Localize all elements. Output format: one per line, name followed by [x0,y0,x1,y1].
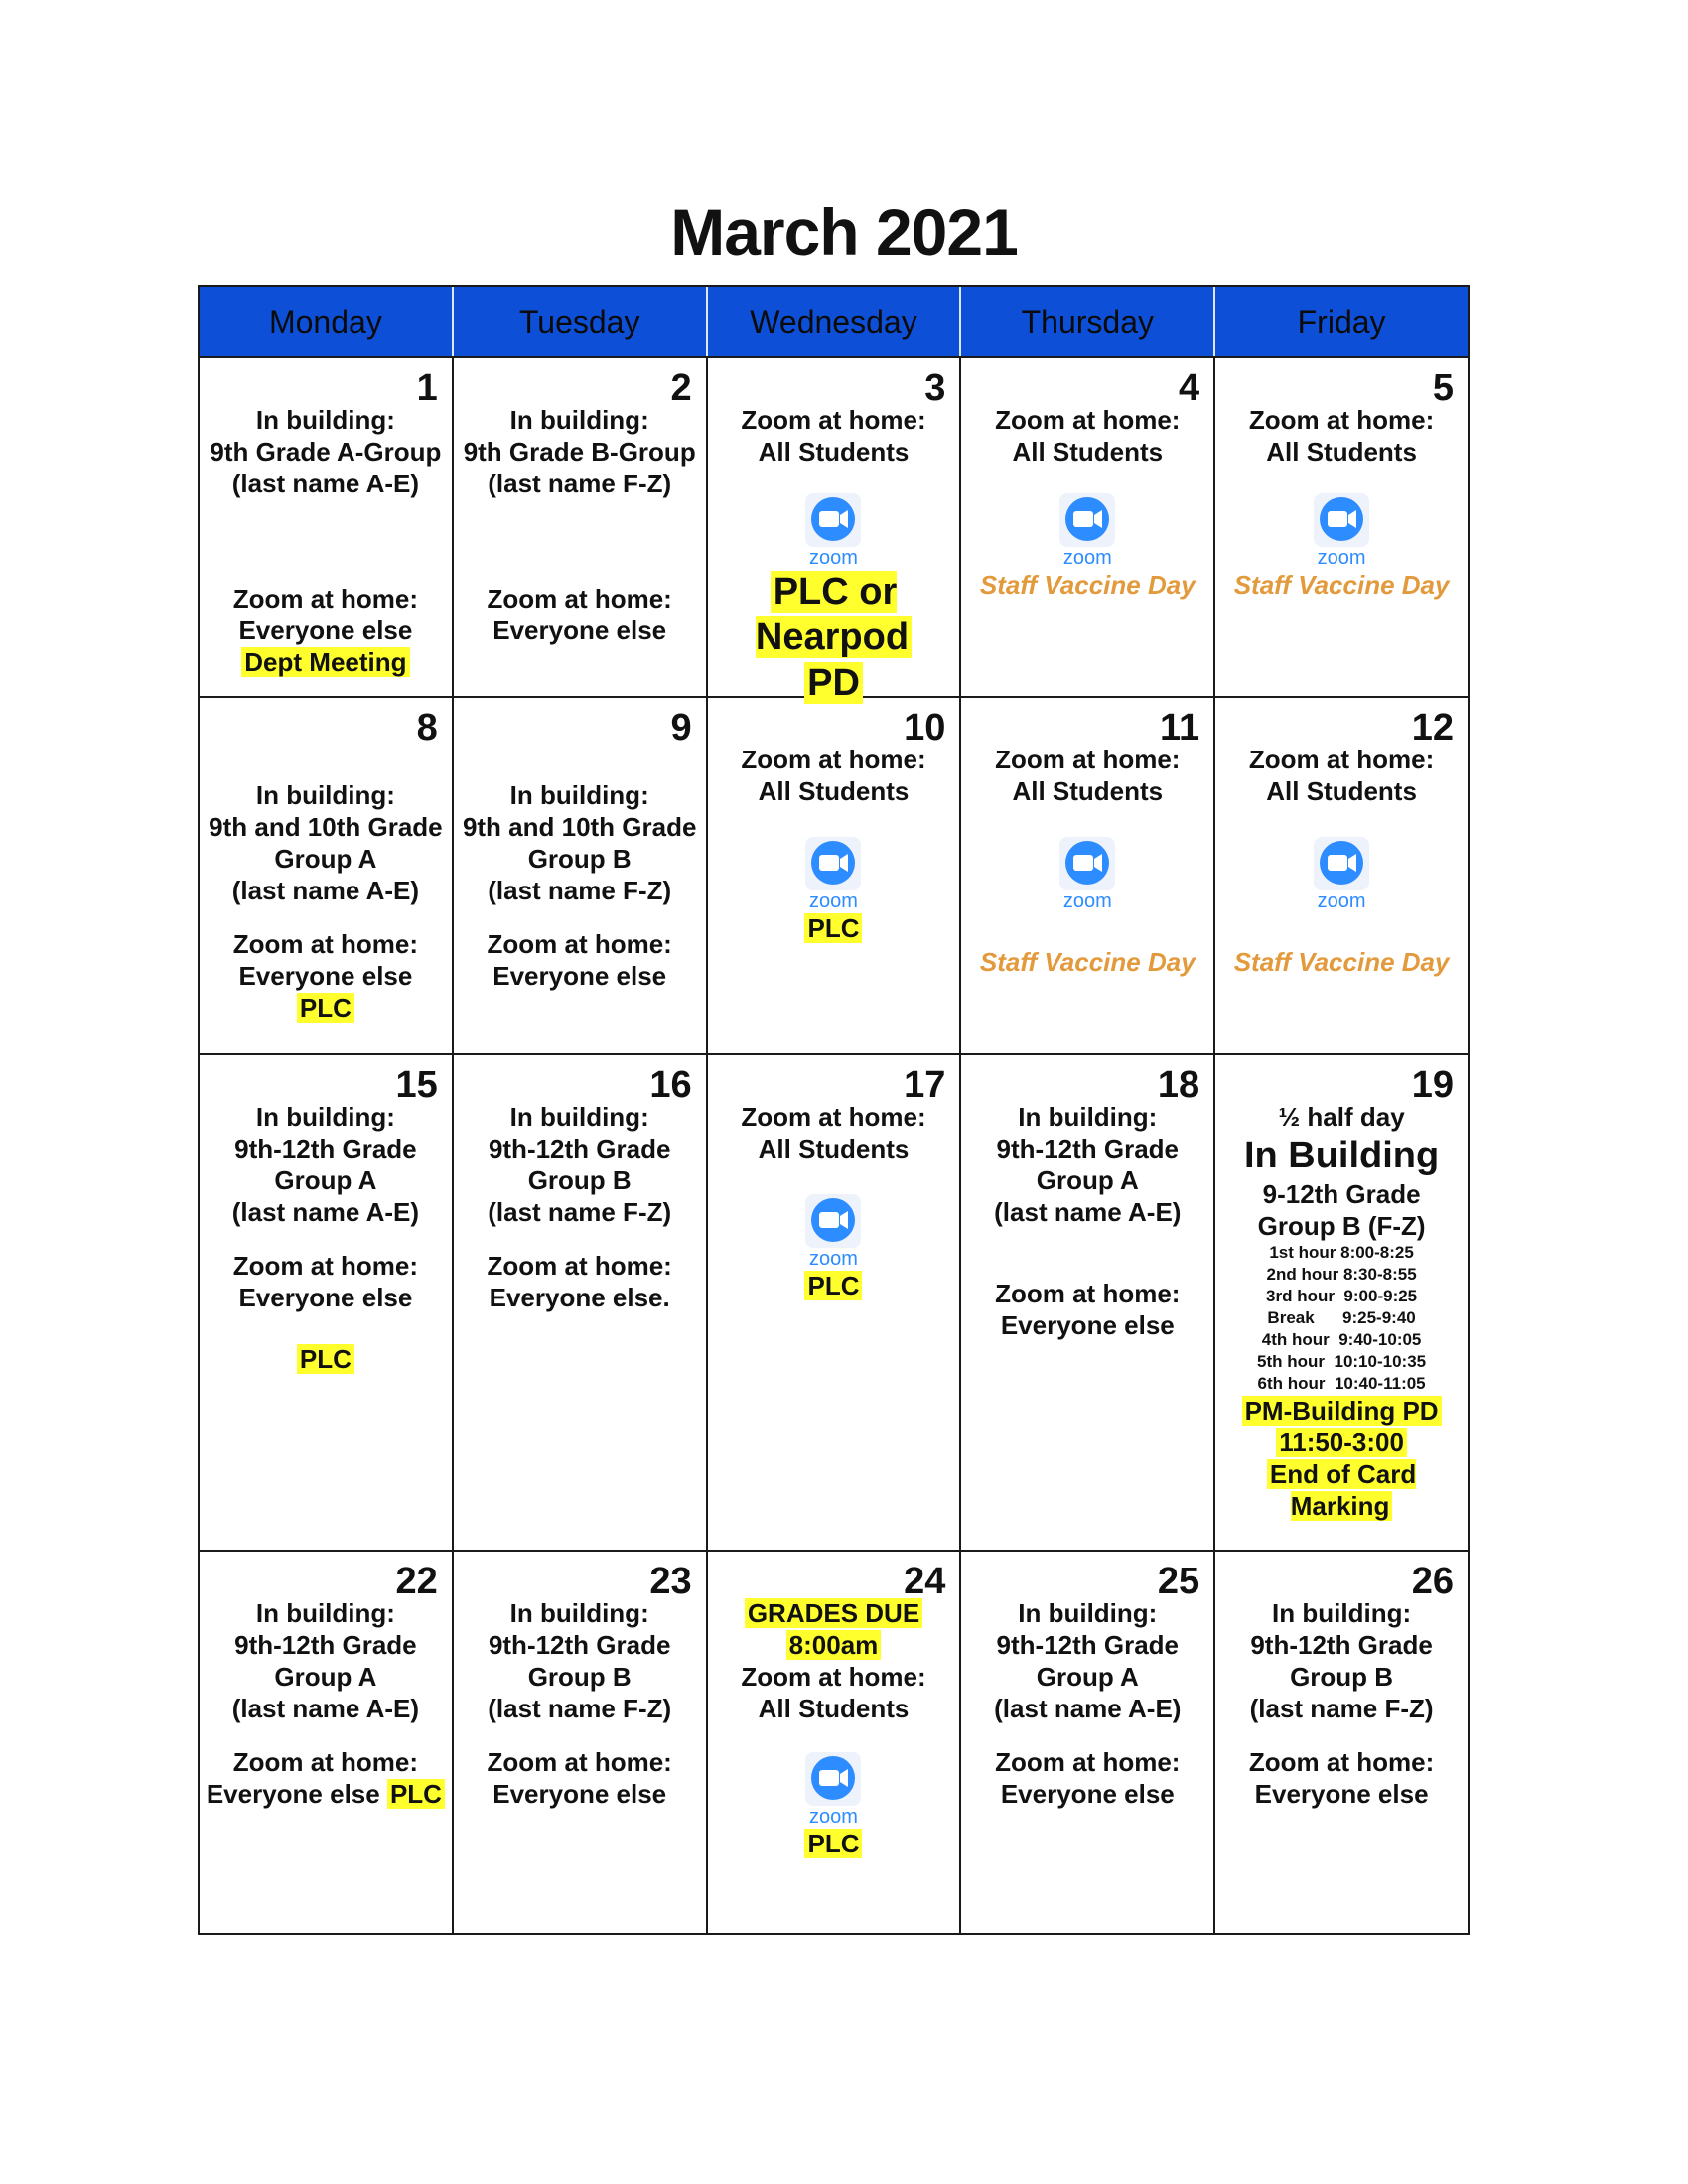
weekday-header [198,285,1470,356]
day-text: All Students [758,1134,910,1163]
day-cell [454,358,708,696]
day-text: All Students [1266,776,1417,806]
day-cell [708,698,962,1053]
weekday-tuesday: Tuesday [454,287,708,356]
zoom-label: zoom [1317,890,1366,912]
day-text: Group B [527,844,632,874]
day-number: 22 [395,1561,438,1602]
day-number: 5 [1432,367,1454,409]
day-text: Zoom at home: [1248,745,1435,774]
zoom-icon [1297,493,1386,569]
day-number: 1 [416,367,438,409]
day-text: (last name A-E) [231,469,420,498]
day-text: In building: [255,1598,395,1628]
day-text: Zoom at home: [487,584,672,614]
zoom-icon [788,1194,878,1270]
day-text: Group B [527,1165,632,1195]
day-text: Everyone else [238,1283,413,1312]
day-cell [708,1552,962,1933]
day-number: 25 [1157,1561,1200,1602]
day-text: 9th-12th Grade [996,1134,1180,1163]
day-cell [200,1552,454,1933]
day-cell [454,698,708,1053]
schedule-line: Break 9:25-9:40 [1267,1308,1416,1327]
day-text: In building: [255,1102,395,1132]
day-cell [961,1055,1215,1550]
day-text: Group B [1290,1662,1394,1692]
zoom-label: zoom [1062,890,1112,912]
schedule-line: 1st hour 8:00-8:25 [1269,1243,1414,1262]
day-cell [961,358,1215,696]
day-cell [1215,358,1470,696]
day-cell [454,1552,708,1933]
week-row [198,1053,1470,1550]
day-text: In building: [1018,1598,1158,1628]
day-text: 9th and 10th Grade [462,812,697,842]
day-text: 9th-12th Grade [1250,1630,1433,1660]
day-text: Everyone else [1000,1310,1175,1340]
day-text: Zoom at home: [232,584,419,614]
schedule-line: 2nd hour 8:30-8:55 [1266,1265,1417,1284]
day-text: 9th Grade B-Group [463,437,696,467]
day-text: Group A [274,1662,377,1692]
day-number: 23 [649,1561,692,1602]
zoom-label: zoom [809,547,858,569]
day-text: Group A [274,844,377,874]
day-text: (last name A-E) [994,1694,1182,1723]
weekday-monday: Monday [200,287,454,356]
day-number: 26 [1411,1561,1454,1602]
day-number: 3 [924,367,946,409]
week-row [198,356,1470,704]
day-text: All Students [758,776,910,806]
day-text: (last name A-E) [231,1694,420,1723]
zoom-label: zoom [809,890,858,912]
highlight-note: PLC [804,913,862,943]
day-number: 18 [1157,1064,1200,1106]
day-text: (last name A-E) [994,1197,1182,1227]
schedule-line: 5th hour 10:10-10:35 [1257,1352,1427,1371]
highlight-note: PLC or Nearpod [756,571,912,658]
day-text: 9th Grade A-Group [210,437,442,467]
grades-due-time: 8:00am [786,1630,882,1660]
day-text: Everyone else [492,1779,667,1809]
highlight-note: 11:50-3:00 [1276,1428,1407,1457]
day-text: 9-12th Grade [1262,1179,1421,1209]
highlight-note: Dept Meeting [241,647,409,677]
day-cell [200,358,454,696]
day-text: In building: [255,405,395,435]
day-text: 9th-12th Grade [488,1630,671,1660]
calendar-grid [198,285,1470,1935]
highlight-note: PLC [297,993,354,1023]
schedule-line: 4th hour 9:40-10:05 [1261,1330,1422,1349]
day-text: In building: [509,1102,649,1132]
zoom-label: zoom [1317,547,1366,569]
day-text: (last name A-E) [231,876,420,905]
schedule-line: 6th hour 10:40-11:05 [1257,1374,1426,1393]
day-text: Group A [1036,1165,1139,1195]
weekday-thursday: Thursday [961,287,1215,356]
in-building-heading: In Building [1243,1135,1440,1176]
day-text: Zoom at home: [995,1279,1181,1308]
day-text: (last name F-Z) [488,469,672,498]
day-text: Everyone else [206,1779,380,1809]
day-text: 9th-12th Grade [996,1630,1180,1660]
zoom-icon [788,837,878,912]
day-text: Zoom at home: [487,1251,672,1281]
highlight-note: PLC [297,1344,354,1374]
day-text: Zoom at home: [232,929,419,959]
highlight-note: End of Card Marking [1267,1459,1416,1521]
day-text: In building: [509,780,649,810]
day-cell [1215,1055,1470,1550]
zoom-icon [1043,493,1132,569]
day-text: (last name F-Z) [1249,1694,1434,1723]
day-cell [200,698,454,1053]
vaccine-note: Staff Vaccine Day [979,947,1196,977]
zoom-label: zoom [809,1248,858,1270]
day-number: 9 [670,707,692,749]
zoom-icon [1297,837,1386,912]
day-text: All Students [758,437,910,467]
day-text: (last name A-E) [231,1197,420,1227]
weekday-friday: Friday [1297,303,1386,340]
zoom-label: zoom [1062,547,1112,569]
day-text: (last name F-Z) [488,876,672,905]
day-text: (last name F-Z) [488,1694,672,1723]
day-text: All Students [1012,437,1164,467]
day-cell [708,1055,962,1550]
day-text: ½ half day [1278,1102,1405,1132]
day-text: Zoom at home: [741,1662,926,1692]
day-text: Zoom at home: [995,745,1181,774]
day-text: Zoom at home: [1248,1747,1435,1777]
day-number: 16 [649,1064,692,1106]
vaccine-note: Staff Vaccine Day [979,570,1196,600]
zoom-icon [788,1752,878,1828]
day-cell [961,1552,1215,1933]
day-cell [1215,1552,1470,1933]
day-text: Zoom at home: [487,1747,672,1777]
day-cell [454,1055,708,1550]
day-text: In building: [509,405,649,435]
highlight-note: PM-Building PD [1242,1396,1442,1426]
day-text: Zoom at home: [232,1747,419,1777]
day-text: All Students [1266,437,1417,467]
day-number: 8 [416,707,438,749]
highlight-note: PD [804,662,863,704]
day-text: Everyone else [238,961,413,991]
day-text: 9th-12th Grade [488,1134,671,1163]
day-text: 9th-12th Grade [234,1630,417,1660]
day-text: In building: [1272,1598,1412,1628]
zoom-icon [1043,837,1132,912]
day-cell [200,1055,454,1550]
day-text: Zoom at home: [741,1102,926,1132]
day-text: In building: [255,780,395,810]
day-text: Everyone else [238,615,413,645]
day-number: 2 [670,367,692,409]
day-text: Zoom at home: [487,929,672,959]
day-text: (last name F-Z) [488,1197,672,1227]
day-text: Everyone else [1254,1779,1429,1809]
day-cell [1215,698,1470,1053]
day-text: Zoom at home: [1248,405,1435,435]
day-text: Zoom at home: [741,405,926,435]
calendar-title: March 2021 [670,196,1018,269]
day-text: Group B (F-Z) [1257,1211,1426,1241]
day-text: Everyone else. [489,1283,670,1312]
highlight-note: PLC [804,1271,862,1300]
day-text: In building: [1018,1102,1158,1132]
day-text: 9th and 10th Grade [209,812,443,842]
day-cell [708,358,962,704]
highlight-note: PLC [387,1779,445,1809]
day-text: 9th-12th Grade [234,1134,417,1163]
day-text: Group B [527,1662,632,1692]
day-number: 24 [904,1561,946,1602]
day-text: Group A [274,1165,377,1195]
day-text: Everyone else [492,961,667,991]
day-text: Zoom at home: [741,745,926,774]
zoom-label: zoom [809,1806,858,1828]
day-number: 10 [904,707,946,749]
day-text: Everyone else [1000,1779,1175,1809]
day-text: Zoom at home: [232,1251,419,1281]
day-text: Zoom at home: [995,405,1181,435]
day-text: Everyone else [492,615,667,645]
day-number: 11 [1160,707,1200,749]
day-number: 4 [1179,367,1200,409]
grades-due-note: GRADES DUE [745,1598,922,1628]
day-text: All Students [1012,776,1164,806]
week-row [198,696,1470,1053]
day-number: 12 [1411,707,1454,749]
day-number: 19 [1411,1064,1454,1106]
vaccine-note: Staff Vaccine Day [1233,570,1450,600]
zoom-icon [788,493,878,569]
day-text: All Students [758,1694,910,1723]
day-text: Group A [1036,1662,1139,1692]
day-text: In building: [509,1598,649,1628]
week-row [198,1550,1470,1935]
highlight-note: PLC [804,1829,862,1858]
day-cell [961,698,1215,1053]
day-text: Zoom at home: [995,1747,1181,1777]
vaccine-note: Staff Vaccine Day [1233,947,1450,977]
day-number: 15 [395,1064,438,1106]
day-number: 17 [904,1064,946,1106]
weekday-wednesday: Wednesday [708,287,962,356]
schedule-line: 3rd hour 9:00-9:25 [1266,1287,1418,1305]
